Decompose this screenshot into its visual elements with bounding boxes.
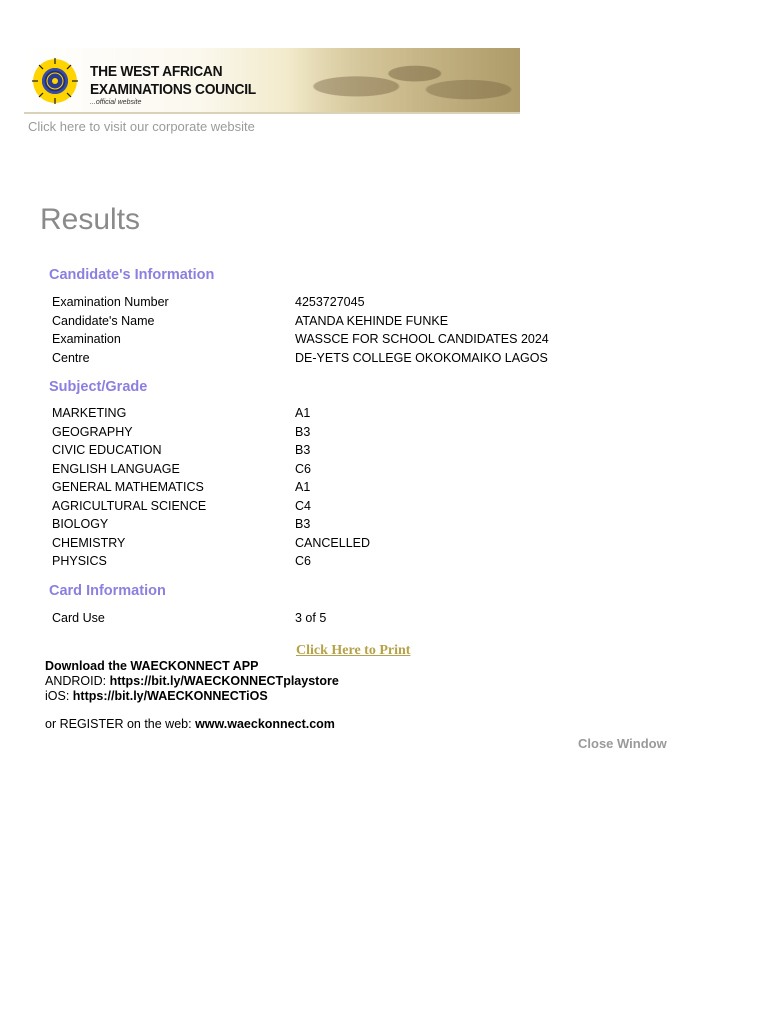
subject-grade: B3 (295, 424, 311, 439)
table-row (52, 460, 692, 479)
subject-grade: CANCELLED (295, 535, 371, 550)
table-row (52, 404, 692, 423)
row-label: Examination (52, 332, 121, 346)
candidate-info-table (52, 293, 692, 367)
subject-grade: C6 (295, 554, 311, 568)
table-row (52, 497, 692, 516)
table-row (52, 534, 692, 553)
subject-grade-heading: Subject/Grade (49, 379, 148, 395)
row-label: Card Use (52, 611, 105, 625)
subject-grade: C4 (295, 498, 311, 513)
subject-grade: A1 (295, 406, 311, 420)
subject-name: ENGLISH LANGUAGE (52, 461, 180, 476)
subject-grade: C6 (295, 461, 311, 476)
row-label: Centre (52, 350, 90, 365)
print-link[interactable]: Click Here to Print (296, 643, 411, 658)
table-row (52, 609, 692, 628)
subject-grade: A1 (295, 480, 311, 494)
ios-line (45, 689, 268, 704)
subject-name: PHYSICS (52, 554, 107, 568)
subject-grade: B3 (295, 517, 311, 531)
download-app-heading: Download the WAECKONNECT APP (45, 659, 259, 673)
org-tagline: ...official website (90, 99, 142, 106)
ios-link[interactable]: https://bit.ly/WAECKONNECTiOS (72, 689, 268, 703)
org-name-line2: EXAMINATIONS COUNCIL (90, 81, 256, 98)
row-value: ATANDA KEHINDE FUNKE (295, 313, 449, 328)
page-title: Results (40, 203, 141, 236)
register-line (45, 717, 335, 732)
corporate-website-link[interactable]: Click here to visit our corporate website (28, 119, 255, 134)
banner-photo (286, 48, 520, 112)
table-row (52, 552, 692, 571)
subject-grade: B3 (295, 443, 311, 457)
table-row (52, 478, 692, 497)
row-value: 4253727045 (295, 295, 365, 309)
waec-seal-logo (31, 57, 79, 105)
table-row (52, 330, 692, 349)
card-info-table (52, 609, 692, 628)
subject-name: CHEMISTRY (52, 535, 126, 550)
register-label: or REGISTER on the web: (45, 717, 196, 731)
org-name-line1: THE WEST AFRICAN (90, 63, 223, 80)
table-row (52, 349, 692, 368)
subject-grade-table (52, 404, 692, 571)
subject-name: BIOLOGY (52, 517, 109, 531)
waec-banner (24, 48, 520, 114)
candidate-info-heading: Candidate's Information (49, 267, 215, 283)
ios-label: iOS: (45, 689, 73, 703)
row-value: 3 of 5 (295, 611, 327, 625)
android-line (45, 674, 339, 689)
table-row (52, 515, 692, 534)
table-row (52, 423, 692, 442)
table-row (52, 441, 692, 460)
row-value: DE-YETS COLLEGE OKOKOMAIKO LAGOS (295, 350, 548, 365)
table-row (52, 312, 692, 331)
row-label: Examination Number (52, 295, 169, 309)
row-label: Candidate's Name (52, 313, 155, 328)
table-row (52, 293, 692, 312)
row-value: WASSCE FOR SCHOOL CANDIDATES 2024 (295, 332, 549, 346)
subject-name: CIVIC EDUCATION (52, 443, 162, 457)
close-window-link[interactable]: Close Window (578, 736, 667, 751)
android-label: ANDROID: (45, 674, 110, 688)
subject-name: GENERAL MATHEMATICS (52, 480, 204, 494)
android-link[interactable]: https://bit.ly/WAECKONNECTplaystore (109, 674, 339, 688)
subject-name: GEOGRAPHY (52, 424, 133, 439)
card-info-heading: Card Information (49, 583, 166, 599)
register-link[interactable]: www.waeckonnect.com (195, 717, 335, 731)
subject-name: MARKETING (52, 406, 127, 420)
subject-name: AGRICULTURAL SCIENCE (52, 498, 207, 513)
app-download-text (45, 659, 258, 674)
